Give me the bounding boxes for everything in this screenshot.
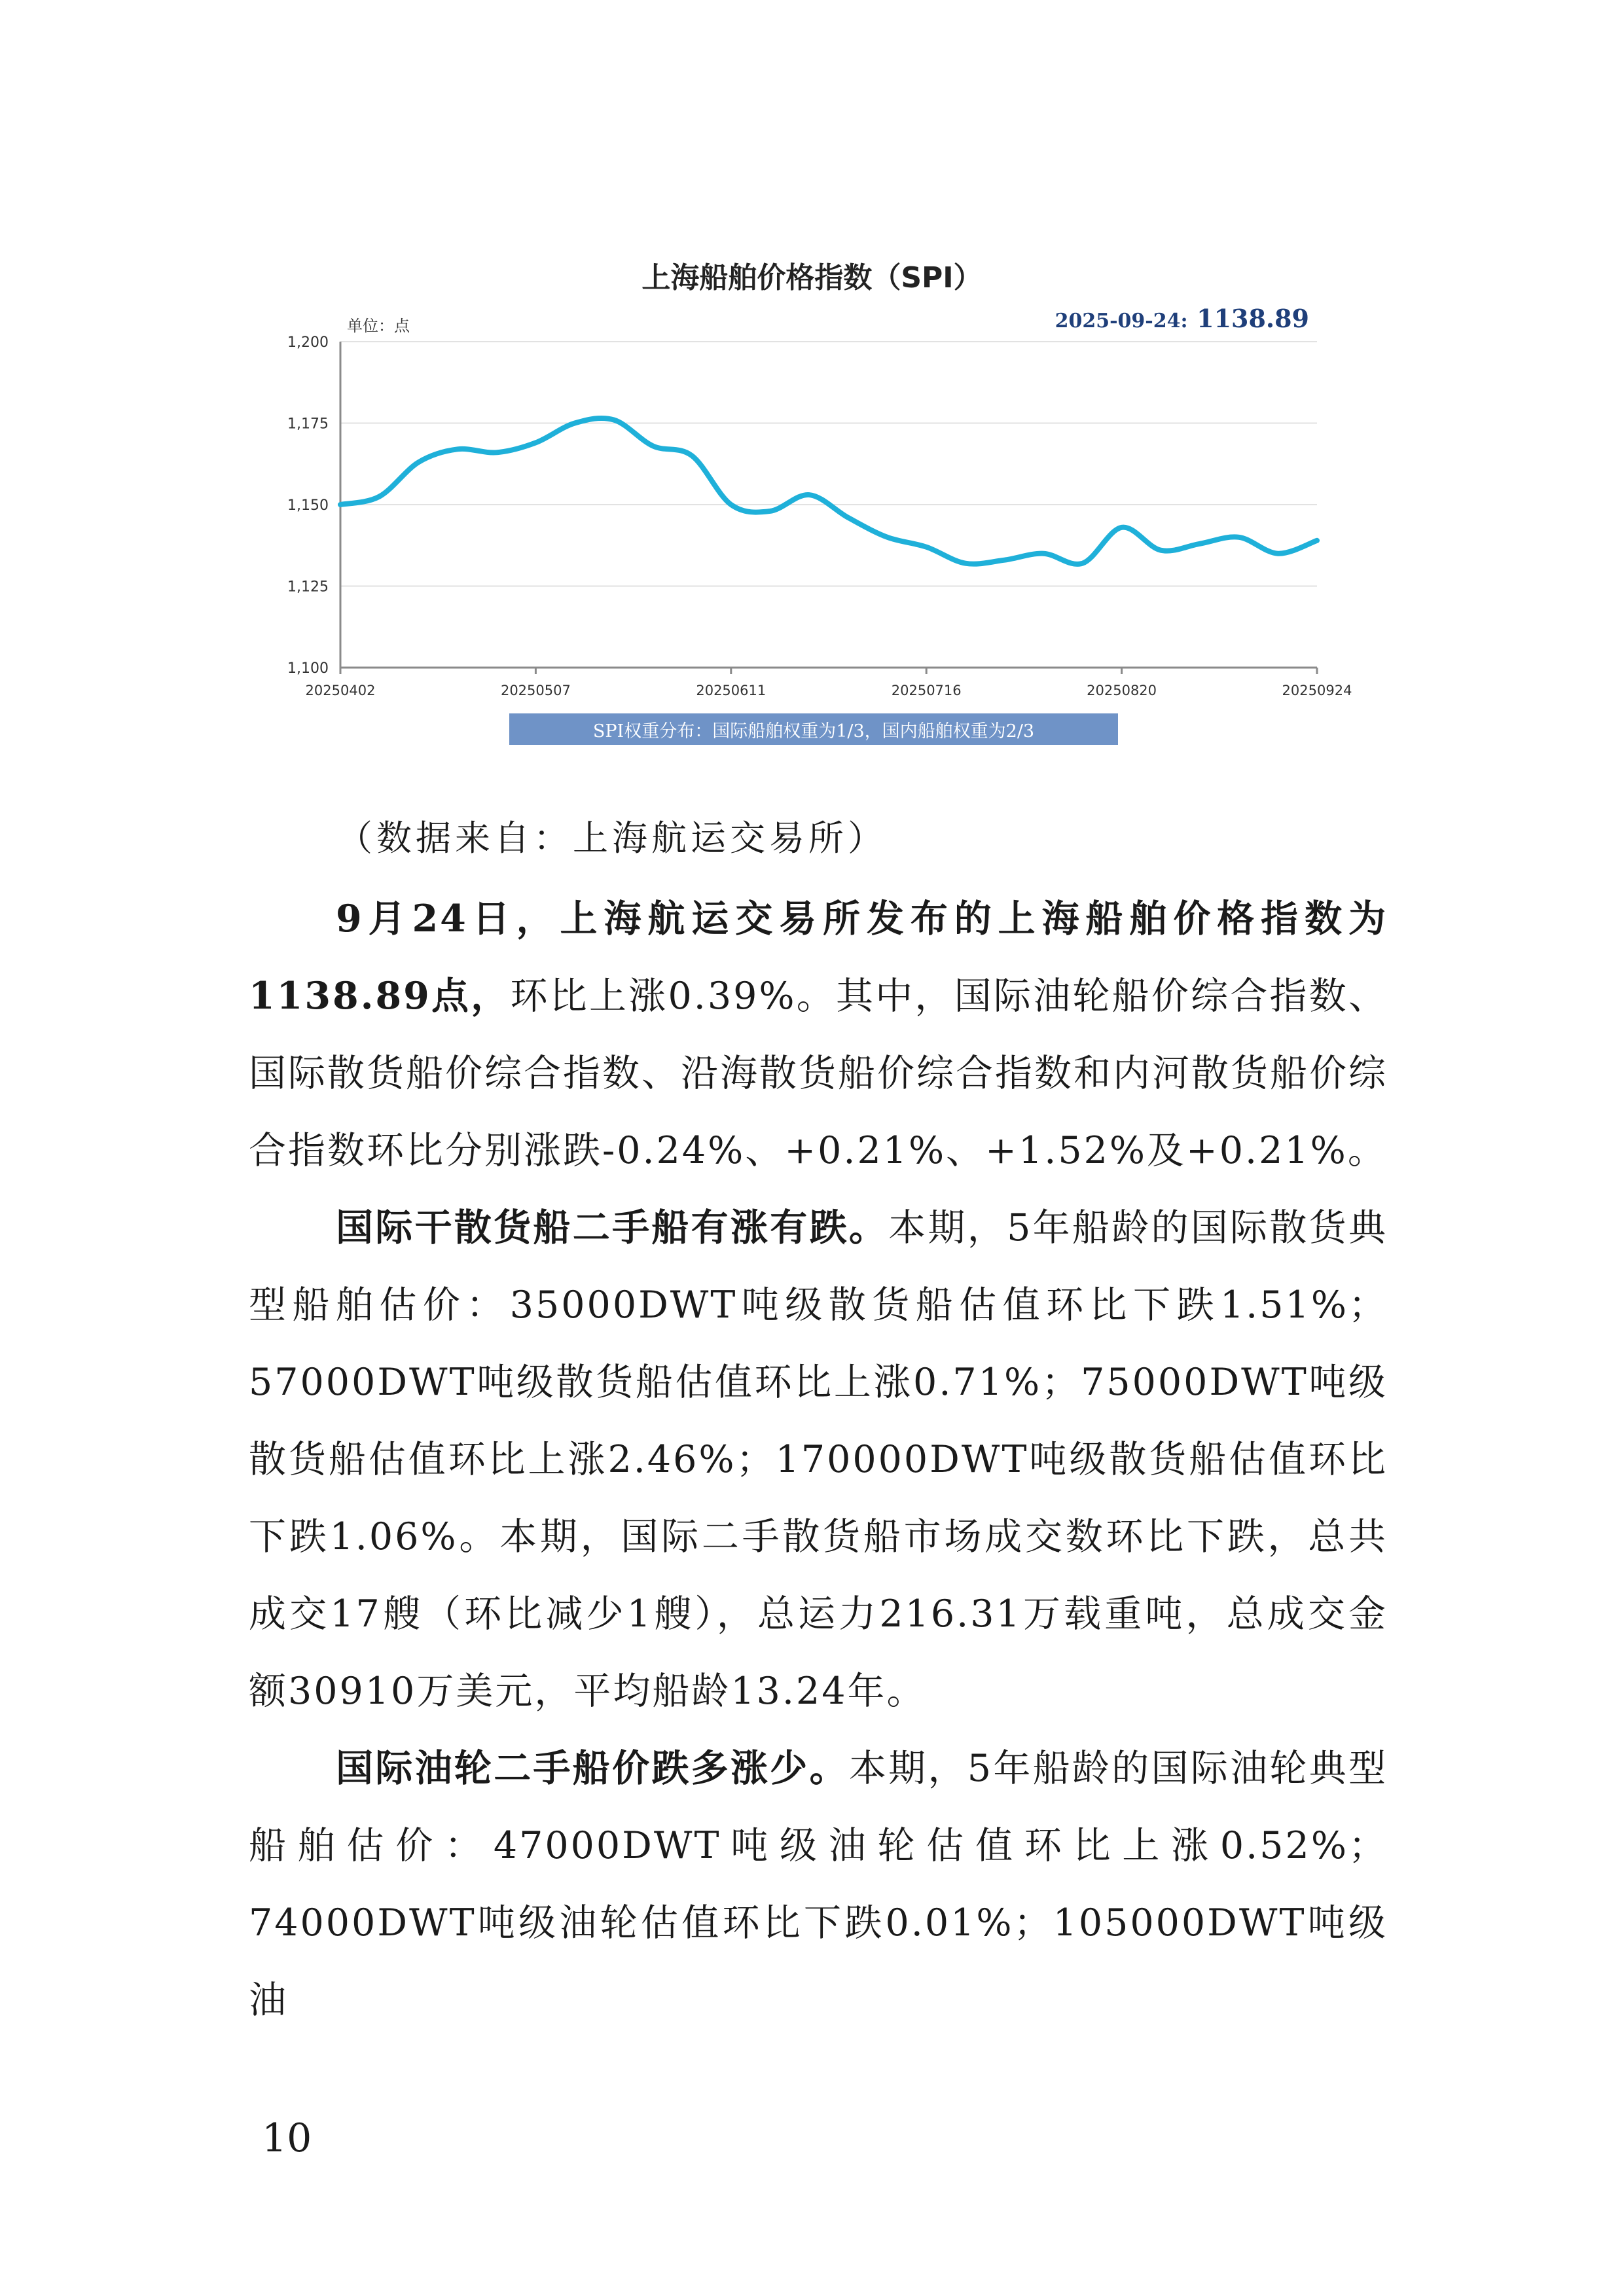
paragraph-lead: 国际干散货船二手船有涨有跌。 [336,1206,889,1249]
paragraph-text: 环比上涨0.39%。其中，国际油轮船价综合指数、国际散货船价综合指数、沿海散货船价综合指数和内河散货船价综合指数环比分别涨跌-0.24%、+0.21%、+1.52%及+0.21%。 [249,975,1388,1172]
paragraph-text: 本期，5年船龄的国际油轮典型船舶估价：47000DWT吨级油轮估值环比上涨0.52%；74000DWT吨级油轮估值环比下跌0.01%；105000DWT吨级油 [249,1747,1388,2022]
x-tick-label: 20250507 [500,683,571,698]
y-tick-label: 1,150 [287,497,329,514]
paragraph-text: 本期，5年船龄的国际散货典型船舶估价：35000DWT吨级散货船估值环比下跌1.51%；57000DWT吨级散货船估值环比上涨0.71%；75000DWT吨级散货船估值环比上涨2.46%；170000DWT吨级散货船估值环比下跌1.06%。本期，国际二手散货船市场成交数环比下跌，总共成交17艘（环比减少1艘），总运力216.31万载重吨，总成交金额30910万美元，平均船龄13.24年。 [249,1206,1388,1713]
source-note: （数据来自：上海航运交易所） [337,817,887,859]
paragraph-spi-summary [249,880,1388,1189]
y-tick-label: 1,125 [287,579,329,596]
paragraph-lead: 9月24日，上海航运交易所发布的上海船舶价格指数为1138.89点， [249,897,1388,1018]
y-tick-label: 1,175 [287,416,329,433]
x-tick-label: 20250402 [305,683,376,698]
x-tick-labels [306,683,1352,698]
x-tick-label: 20250820 [1087,683,1157,698]
page-number: 10 [262,2115,312,2161]
chart-axes [340,342,1317,674]
latest-value: 1138.89 [1197,304,1309,333]
article-body [249,880,1388,2039]
y-tick-labels [287,334,329,677]
paragraph-tanker [249,1730,1388,2039]
spi-series-line [340,418,1317,564]
x-tick-label: 20250924 [1282,683,1352,698]
y-tick-label: 1,100 [287,660,329,677]
spi-line-chart [249,295,1401,700]
x-tick-label: 20250611 [696,683,767,698]
chart-weight-note: SPI权重分布：国际船舶权重为1/3，国内船舶权重为2/3 [509,713,1118,745]
latest-date: 2025-09-24: [1055,310,1188,332]
chart-title: 上海船舶价格指数（SPI） [641,261,983,295]
paragraph-lead: 国际油轮二手船价跌多涨少。 [336,1746,849,1790]
y-tick-label: 1,200 [287,334,329,351]
paragraph-dry-bulk [249,1189,1388,1730]
x-tick-label: 20250716 [891,683,962,698]
latest-value-label [1055,304,1309,333]
unit-label: 单位：点 [347,317,410,335]
